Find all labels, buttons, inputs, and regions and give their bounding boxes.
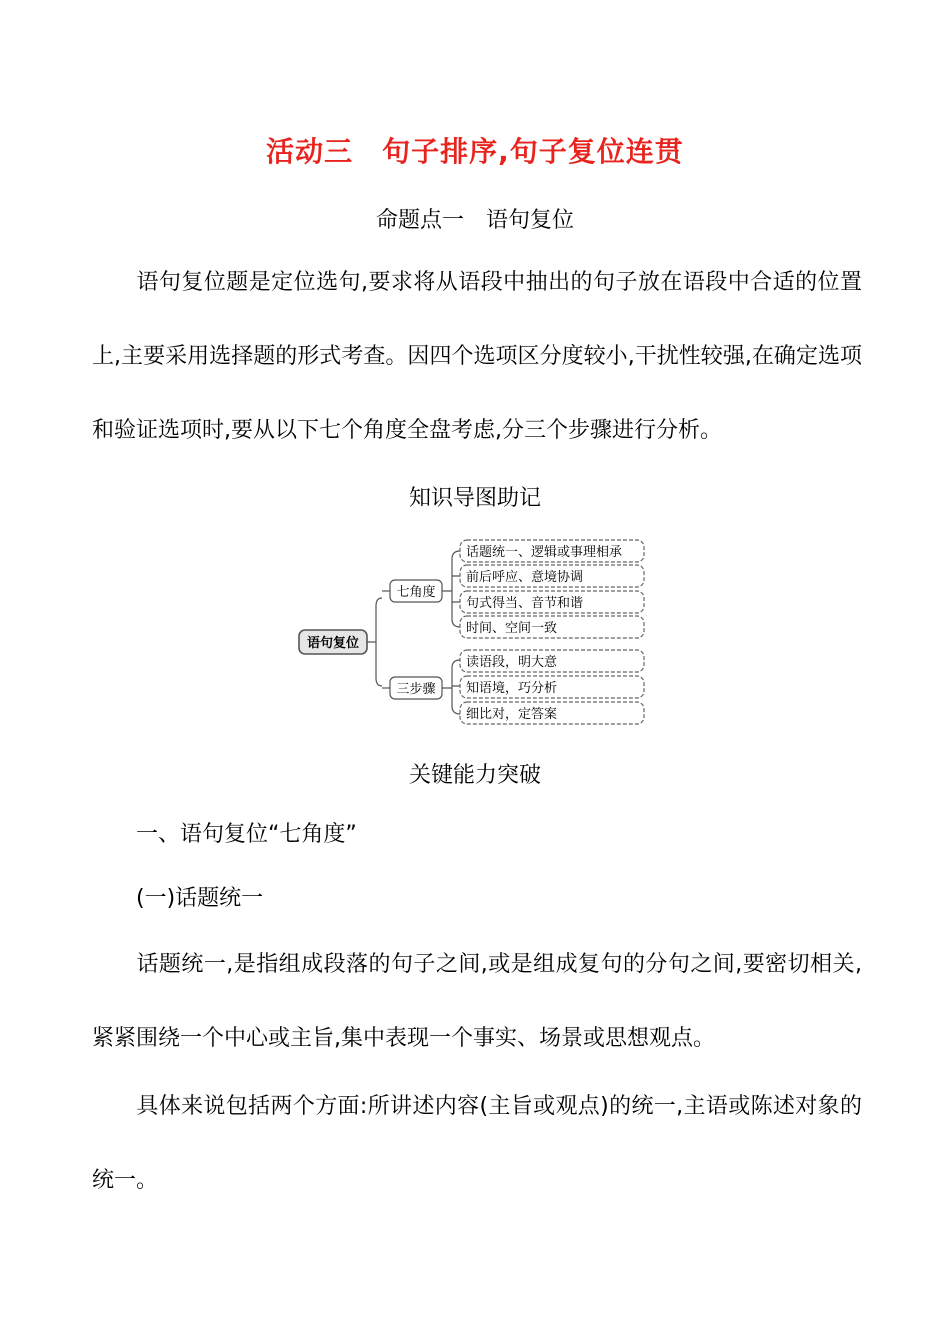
mindmap-leaf-text: 句式得当、音节和谐 <box>466 596 584 611</box>
mindmap-leaf-text: 细比对，定答案 <box>466 707 558 722</box>
mindmap-root-label: 语句复位 <box>306 636 360 651</box>
section-heading: 命题点一 语句复位 <box>375 208 574 233</box>
intro-paragraph <box>92 246 862 468</box>
body-paragraph <box>92 928 862 1076</box>
sub-heading-text: (一)话题统一 <box>136 886 264 911</box>
mindmap-branch-label: 七角度 <box>396 585 436 600</box>
intro-text: 语句复位题是定位选句,要求将从语段中抽出的句子放在语段中合适的位置上,主要采用选择题的形式考查。因四个选项区分度较小,干扰性较强,在确定选项和验证选项时,要从以下七个角度全盘考虑,分三个步骤进行分析。 <box>92 270 862 443</box>
body-paragraph <box>92 1070 862 1218</box>
body-paragraph-text: 话题统一,是指组成段落的句子之间,或是组成复句的分句之间,要密切相关,紧紧围绕一个中心或主旨,集中表现一个事实、场景或思想观点。 <box>92 952 862 1051</box>
mindmap-root-connector <box>367 598 382 686</box>
mind-map-diagram <box>296 536 656 728</box>
page-title: 活动三 句子排序,句子复位连贯 <box>266 135 684 168</box>
mindmap-heading: 知识导图助记 <box>408 486 541 511</box>
mindmap-branch-label: 三步骤 <box>396 682 436 697</box>
sub-heading <box>92 862 862 936</box>
point-heading-text: 一、语句复位“七角度” <box>136 822 357 847</box>
mindmap-leaf-text: 读语段，明大意 <box>466 655 558 670</box>
point-heading <box>92 798 862 872</box>
mindmap-leaf-text: 知语境，巧分析 <box>466 681 558 696</box>
mindmap-leaf-text: 时间、空间一致 <box>466 621 558 636</box>
mindmap-branch-connector <box>442 660 460 714</box>
mindmap-branch-connector <box>442 551 460 627</box>
mindmap-leaf-text: 前后呼应、意境协调 <box>466 570 584 585</box>
body-paragraph-text: 具体来说包括两个方面:所讲述内容(主旨或观点)的统一,主语或陈述对象的统一。 <box>92 1094 862 1193</box>
key-ability-heading: 关键能力突破 <box>408 763 541 788</box>
mindmap-leaf-text: 话题统一、逻辑或事理相承 <box>466 545 623 560</box>
